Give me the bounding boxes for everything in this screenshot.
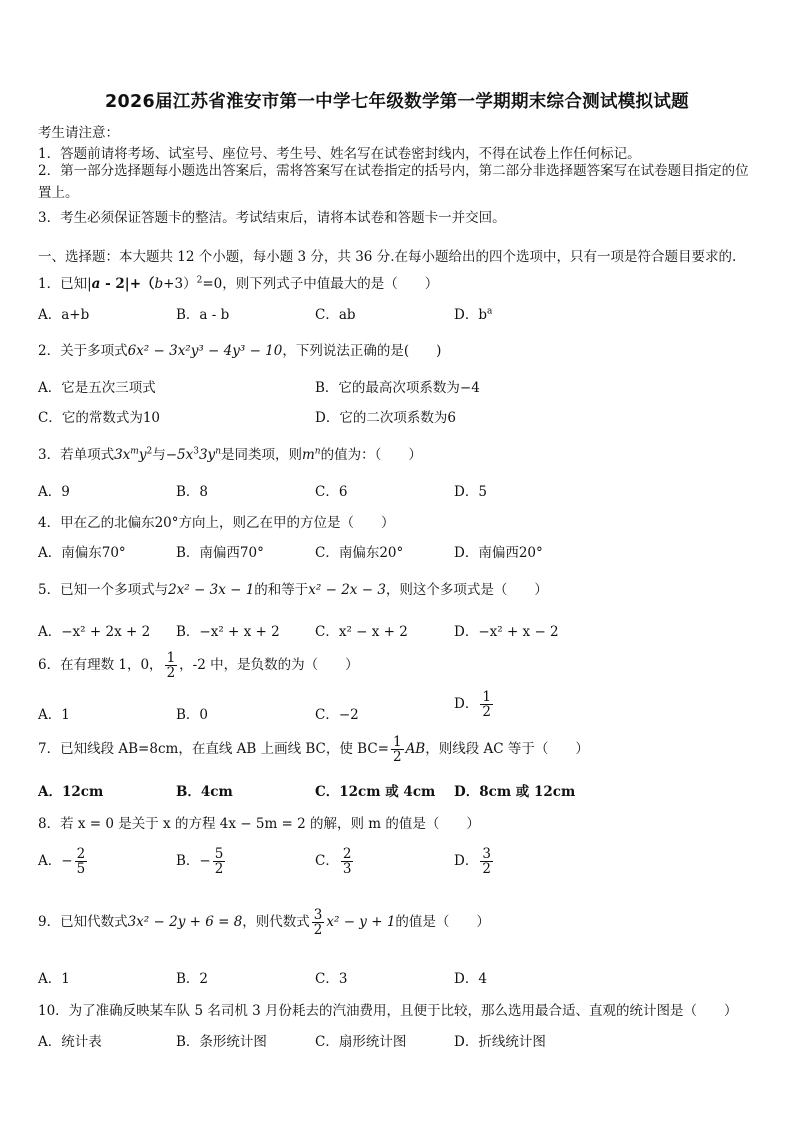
notice-item-3: 3．考生必须保证答题卡的整洁。考试结束后，请将本试卷和答题卡一并交回。 (38, 210, 506, 226)
fraction: $\frac{2}{5}$ (76, 846, 86, 878)
question-7-option-b: B．4cm (176, 784, 233, 800)
question-7-option-a: A．12cm (38, 784, 104, 800)
question-5-option-b: B．−x² + x + 2 (176, 624, 280, 640)
question-10-option-b: B．条形统计图 (176, 1034, 267, 1050)
question-8-option-c: C． $\frac{2}{3}$ (315, 846, 352, 878)
question-5-stem: 5．已知一个多项式与2x² − 3x − 1的和等于x² − 2x − 3，则这个多项式是（ ） (38, 582, 548, 598)
question-7-stem: 7．已知线段 AB=8cm，在直线 AB 上画线 BC，使 BC= $\frac{1}{2}$ AB，则线段 AC 等于（ ） (38, 734, 589, 766)
question-1-option-d: D．$b^a$ (454, 306, 493, 323)
question-9-option-a: A．1 (38, 971, 70, 987)
fraction: $\frac{2}{3}$ (342, 846, 352, 878)
question-8-option-d: D． $\frac{3}{2}$ (454, 846, 491, 878)
question-9-option-b: B．2 (176, 971, 209, 987)
notice-heading: 考生请注意： (38, 125, 119, 141)
question-4-stem: 4．甲在乙的北偏东20°方向上，则乙在甲的方位是（ ） (38, 515, 395, 531)
notice-item-2: 2．第一部分选择题每小题选出答案后，需将答案写在试卷指定的括号内，第二部分非选择题答案写在试卷题目指定的位置上。 (38, 163, 749, 201)
question-1-stem: 1．已知$|a - 2|+(b+3)^2=0$，则下列式子中值最大的是（ ） (38, 275, 439, 292)
fraction: $\frac{1}{2}$ (482, 689, 491, 721)
question-5-option-a: A．−x² + 2x + 2 (38, 624, 151, 640)
question-6-option-b: B．0 (176, 707, 209, 723)
question-2-option-b: B．它的最高次项系数为−4 (315, 380, 480, 396)
question-2-option-c: C．它的常数式为10 (38, 410, 161, 426)
question-8-option-a: A．− $\frac{2}{5}$ (38, 846, 86, 878)
fraction: $\frac{5}{2}$ (214, 846, 224, 878)
question-6-stem: 6．在有理数 1，0， $\frac{1}{2}$ ，-2 中，是负数的为（ ） (38, 650, 359, 682)
fraction: $\frac{3}{2}$ (482, 846, 491, 878)
question-9-option-d: D．4 (454, 971, 487, 987)
exam-title: 2026届江苏省淮安市第一中学七年级数学第一学期期末综合测试模拟试题 (105, 92, 689, 112)
question-4-option-a: A．南偏东70° (38, 545, 126, 561)
question-3-stem: 3．若单项式$3x^my^2$与$-5x^33y^n$是同类项，则$m^n$的值为：（ ） (38, 446, 422, 463)
question-3-option-a: A．9 (38, 484, 70, 500)
question-8-option-b: B．− $\frac{5}{2}$ (176, 846, 224, 878)
question-2-option-a: A．它是五次三项式 (38, 380, 156, 396)
question-8-stem: 8．若 x = 0 是关于 x 的方程 4x − 5m = 2 的解，则 m 的值是（ ） (38, 816, 480, 832)
question-4-option-b: B．南偏西70° (176, 545, 264, 561)
question-4-option-c: C．南偏东20° (315, 545, 404, 561)
notice-item-1: 1．答题前请将考场、试室号、座位号、考生号、姓名写在试卷密封线内，不得在试卷上作任何标记。 (38, 146, 641, 162)
question-7-option-c: C．12cm 或 4cm (315, 784, 436, 800)
question-3-option-b: B．8 (176, 484, 209, 500)
question-6-option-d: D． $\frac{1}{2}$ (454, 689, 491, 721)
fraction: $\frac{1}{2}$ (166, 650, 176, 682)
question-3-option-c: C．6 (315, 484, 348, 500)
question-7-option-d: D．8cm 或 12cm (454, 784, 576, 800)
question-5-option-c: C．x² − x + 2 (315, 624, 408, 640)
question-6-option-c: C．−2 (315, 707, 359, 723)
fraction: $\frac{1}{2}$ (392, 734, 402, 766)
question-10-option-c: C．扇形统计图 (315, 1034, 407, 1050)
question-10-option-a: A．统计表 (38, 1034, 102, 1050)
question-1-option-b: B．a - b (176, 307, 230, 323)
question-1-option-a: A．a+b (38, 307, 90, 323)
question-9-option-c: C．3 (315, 971, 348, 987)
question-5-option-d: D．−x² + x − 2 (454, 624, 559, 640)
section-heading: 一、选择题：本大题共 12 个小题，每小题 3 分，共 36 分.在每小题给出的四个选项中，只有一项是符合题目要求的. (38, 249, 737, 265)
question-10-option-d: D．折线统计图 (454, 1034, 546, 1050)
question-2-stem: 2．关于多项式6x² − 3x²y³ − 4y³ − 10，下列说法正确的是( ) (38, 343, 442, 359)
question-1-option-c: C．ab (315, 307, 356, 323)
question-10-stem: 10．为了准确反映某车队 5 名司机 3 月份耗去的汽油费用，且便于比较，那么选用最合适、直观的统计图是（ ） (38, 1003, 738, 1019)
fraction: $\frac{3}{2}$ (313, 907, 323, 939)
question-3-option-d: D．5 (454, 484, 487, 500)
question-4-option-d: D．南偏西20° (454, 545, 543, 561)
question-2-option-d: D．它的二次项系数为6 (315, 410, 456, 426)
question-6-option-a: A．1 (38, 707, 70, 723)
question-9-stem: 9．已知代数式3x² − 2y + 6 = 8，则代数式 $\frac{3}{2}$ x² − y + 1的值是（ ） (38, 907, 490, 939)
